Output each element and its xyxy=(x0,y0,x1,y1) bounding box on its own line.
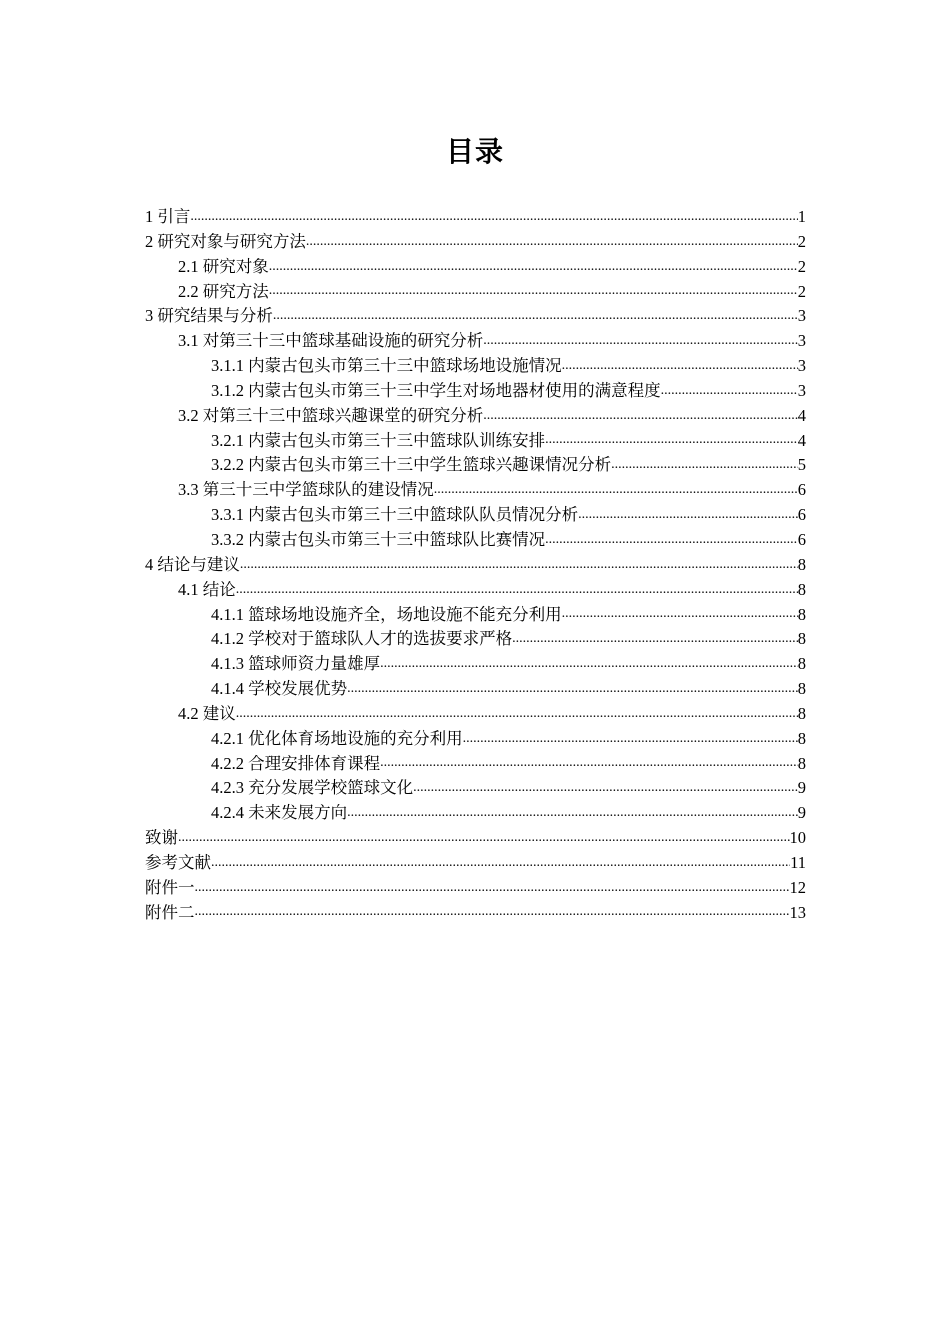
toc-entry-label: 4 结论与建议 xyxy=(145,554,240,574)
toc-entry-label: 3.3 第三十三中学篮球队的建设情况 xyxy=(178,480,434,500)
toc-dot-leader xyxy=(347,679,798,699)
toc-entry[interactable] xyxy=(145,677,806,702)
toc-entry[interactable] xyxy=(145,826,806,851)
toc-dot-leader xyxy=(190,207,797,227)
toc-entry-page-number: 8 xyxy=(797,629,806,649)
toc-dot-leader xyxy=(562,356,798,376)
toc-dot-leader xyxy=(240,555,798,575)
toc-entry-label: 2.2 研究方法 xyxy=(178,281,269,301)
toc-entry-label: 1 引言 xyxy=(145,207,191,226)
toc-entry-page-number: 8 xyxy=(797,728,806,748)
toc-entry-label: 3.2 对第三十三中篮球兴趣课堂的研究分析 xyxy=(178,405,484,425)
toc-entry-page-number: 3 xyxy=(797,331,806,351)
toc-dot-leader xyxy=(545,430,798,450)
toc-dot-leader xyxy=(661,381,798,401)
toc-entry-label: 4.1.3 篮球师资力量雄厚 xyxy=(211,654,381,674)
toc-dot-leader xyxy=(269,257,798,277)
toc-entry-label: 4.2.4 未来发展方向 xyxy=(211,803,348,823)
toc-dot-leader xyxy=(611,455,798,475)
toc-dot-leader xyxy=(578,505,798,525)
toc-dot-leader xyxy=(236,580,798,600)
toc-entry[interactable] xyxy=(145,603,806,628)
toc-entry[interactable] xyxy=(145,876,806,901)
toc-entry-page-number: 8 xyxy=(797,654,806,674)
toc-entry-label: 4.1.4 学校发展优势 xyxy=(211,679,348,699)
toc-dot-leader xyxy=(211,853,790,873)
toc-dot-leader xyxy=(236,704,798,724)
toc-entry-page-number: 8 xyxy=(797,703,806,723)
toc-entry[interactable] xyxy=(145,404,806,429)
toc-entry[interactable] xyxy=(145,230,806,255)
toc-dot-leader xyxy=(380,654,798,674)
toc-entry-page-number: 11 xyxy=(790,852,806,872)
toc-entry-page-number: 8 xyxy=(797,604,806,624)
toc-entry[interactable] xyxy=(145,304,806,329)
toc-entry-label: 附件二 xyxy=(145,902,195,922)
toc-entry-label: 3.1.2 内蒙古包头市第三十三中学生对场地器材使用的满意程度 xyxy=(211,380,661,400)
toc-entry-label: 参考文献 xyxy=(145,852,211,872)
toc-entry-label: 3.2.1 内蒙古包头市第三十三中篮球队训练安排 xyxy=(211,430,546,450)
toc-entry[interactable] xyxy=(145,901,806,926)
toc-entry-page-number: 9 xyxy=(797,778,806,798)
toc-entry-label: 2.1 研究对象 xyxy=(178,256,269,276)
toc-entry-page-number: 12 xyxy=(789,877,806,897)
toc-title: 目录 xyxy=(445,135,504,168)
toc-entry[interactable] xyxy=(145,478,806,503)
toc-entry-label: 4.2.3 充分发展学校篮球文化 xyxy=(211,778,414,798)
toc-dot-leader xyxy=(562,604,798,624)
toc-entry[interactable] xyxy=(145,379,806,404)
toc-dot-leader xyxy=(269,281,798,301)
toc-entry[interactable] xyxy=(145,255,806,280)
toc-entry[interactable] xyxy=(145,702,806,727)
toc-entry-label: 3.1 对第三十三中篮球基础设施的研究分析 xyxy=(178,331,484,351)
toc-entry-page-number: 5 xyxy=(797,455,806,475)
toc-entry[interactable] xyxy=(145,851,806,876)
toc-entry[interactable] xyxy=(145,776,806,801)
toc-dot-leader xyxy=(178,828,790,848)
toc-dot-leader xyxy=(380,753,798,773)
toc-entry[interactable] xyxy=(145,503,806,528)
toc-entry[interactable] xyxy=(145,553,806,578)
toc-entry-page-number: 6 xyxy=(797,529,806,549)
toc-entry-page-number: 3 xyxy=(797,380,806,400)
toc-entry-label: 3.1.1 内蒙古包头市第三十三中篮球场地设施情况 xyxy=(211,356,562,376)
toc-dot-leader xyxy=(463,729,798,749)
toc-entry[interactable] xyxy=(145,354,806,379)
toc-dot-leader xyxy=(483,406,798,426)
toc-dot-leader xyxy=(512,629,798,649)
toc-entry[interactable] xyxy=(145,627,806,652)
toc-entry-label: 3.3.1 内蒙古包头市第三十三中篮球队队员情况分析 xyxy=(211,505,579,525)
toc-dot-leader xyxy=(545,530,798,550)
toc-entry-label: 3 研究结果与分析 xyxy=(145,306,273,326)
toc-entry-page-number: 8 xyxy=(797,554,806,574)
toc-dot-leader xyxy=(434,480,798,500)
toc-entry[interactable] xyxy=(145,801,806,826)
toc-entry-page-number: 10 xyxy=(789,828,806,848)
toc-entry-page-number: 2 xyxy=(797,231,806,251)
toc-entry[interactable] xyxy=(145,727,806,752)
toc-dot-leader xyxy=(413,778,798,798)
toc-dot-leader xyxy=(195,902,790,922)
toc-dot-leader xyxy=(347,803,798,823)
toc-dot-leader xyxy=(273,306,798,326)
toc-entry[interactable] xyxy=(145,652,806,677)
toc-entry-page-number: 3 xyxy=(797,356,806,376)
toc-entry-page-number: 1 xyxy=(797,207,806,226)
toc-entry-page-number: 4 xyxy=(797,430,806,450)
toc-entry-page-number: 13 xyxy=(789,902,806,922)
toc-entry[interactable] xyxy=(145,329,806,354)
toc-entry[interactable] xyxy=(145,205,806,230)
toc-entry-page-number: 6 xyxy=(797,505,806,525)
toc-entry[interactable] xyxy=(145,752,806,777)
toc-dot-leader xyxy=(306,232,798,252)
toc-entry-label: 4.2.1 优化体育场地设施的充分利用 xyxy=(211,728,463,748)
toc-entry-label: 4.1 结论 xyxy=(178,579,236,599)
table-of-contents xyxy=(145,205,806,925)
toc-entry-page-number: 3 xyxy=(797,306,806,326)
toc-entry-page-number: 2 xyxy=(797,256,806,276)
toc-entry-page-number: 2 xyxy=(797,281,806,301)
toc-entry-page-number: 4 xyxy=(797,405,806,425)
toc-entry-label: 附件一 xyxy=(145,877,195,897)
toc-entry-page-number: 8 xyxy=(797,753,806,773)
toc-entry-label: 3.3.2 内蒙古包头市第三十三中篮球队比赛情况 xyxy=(211,529,546,549)
toc-entry-label: 4.2.2 合理安排体育课程 xyxy=(211,753,381,773)
toc-entry[interactable] xyxy=(145,429,806,454)
toc-entry-page-number: 9 xyxy=(797,803,806,823)
toc-entry-page-number: 8 xyxy=(797,679,806,699)
toc-entry-label: 3.2.2 内蒙古包头市第三十三中学生篮球兴趣课情况分析 xyxy=(211,455,612,475)
toc-entry[interactable] xyxy=(145,528,806,553)
toc-entry-label: 4.2 建议 xyxy=(178,703,236,723)
toc-entry[interactable] xyxy=(145,453,806,478)
toc-entry-label: 2 研究对象与研究方法 xyxy=(145,231,306,251)
toc-entry[interactable] xyxy=(145,280,806,305)
toc-entry-label: 4.1.2 学校对于篮球队人才的选拔要求严格 xyxy=(211,629,513,649)
toc-entry-label: 致谢 xyxy=(145,828,178,848)
toc-entry-label: 4.1.1 篮球场地设施齐全，场地设施不能充分利用 xyxy=(211,604,562,624)
toc-dot-leader xyxy=(195,878,790,898)
toc-entry[interactable] xyxy=(145,578,806,603)
toc-entry-page-number: 6 xyxy=(797,480,806,500)
toc-entry-page-number: 8 xyxy=(797,579,806,599)
toc-dot-leader xyxy=(483,331,798,351)
